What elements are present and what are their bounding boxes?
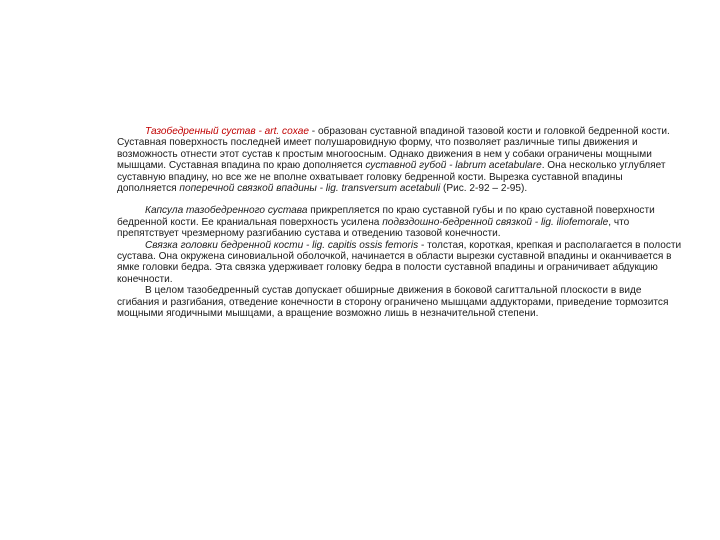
term-femoral-head-ligament: Связка головки бедренной кости - lig. capitis ossis femoris	[145, 239, 419, 251]
term-labrum: суставной губой - labrum acetabulare	[365, 160, 542, 172]
term-iliofemoral-ligament: подвздошно-бедренной связкой - lig. iliofemorale	[382, 216, 609, 228]
term-transverse-ligament: поперечной связкой впадины - lig. transversum acetabuli	[179, 183, 441, 195]
document-body	[117, 126, 683, 320]
paragraph-capsule	[117, 205, 683, 239]
text-segment: прикрепляется по краю суставной губы и по краю суставной поверхности бедренной кости. Ее краниальная поверхность усилена	[117, 205, 655, 228]
paragraph-hip-joint-intro	[117, 126, 683, 194]
term-hip-joint: Тазобедренный сустав - art. coxae	[145, 126, 309, 137]
text-segment: , что препятствует чрезмерному разгибанию сустава и отведению тазовой конечности.	[117, 216, 630, 240]
paragraph-femoral-head-ligament	[117, 240, 683, 286]
term-capsule: Капсула тазобедренного сустава	[145, 205, 308, 217]
text-segment: - образован суставной впадиной тазовой кости и головкой бедренной кости. Суставная поверхность последней имеет полушаровидную форму, что позволяет различные типы движения и возможность отнести этот сустав к простым многоосным. Однако движения в нем у собаки ограничены мощными мышцами. Суставная впадина по краю дополняется	[117, 126, 670, 172]
text-segment: - толстая, короткая, крепкая и располагается в полости сустава. Она окружена синовиальной оболочкой, начинается в области вырезки суставной впадины и оканчивается в ямке головки бедра. Эта связка удерживает головку бедра в полости суставной впадины и ограничивает абдукцию конечности.	[117, 239, 682, 285]
text-segment: . Она несколько углубляет суставную впадину, но все же не вполне охватывает головку бедренной кости. Вырезка суставной впадины дополняется	[117, 160, 666, 195]
text-segment: В целом тазобедренный сустав допускает обширные движения в боковой сагиттальной плоскости в виде сгибания и разгибания, отведение конечности в сторону ограничено мышцами аддукторами, приведение тормозится мощными ягодичными мышцами, а вращение возможно лишь в незначительной степени.	[117, 285, 669, 320]
paragraph-movements	[117, 285, 683, 319]
text-segment: (Рис. 2-92 – 2-95).	[440, 183, 528, 195]
